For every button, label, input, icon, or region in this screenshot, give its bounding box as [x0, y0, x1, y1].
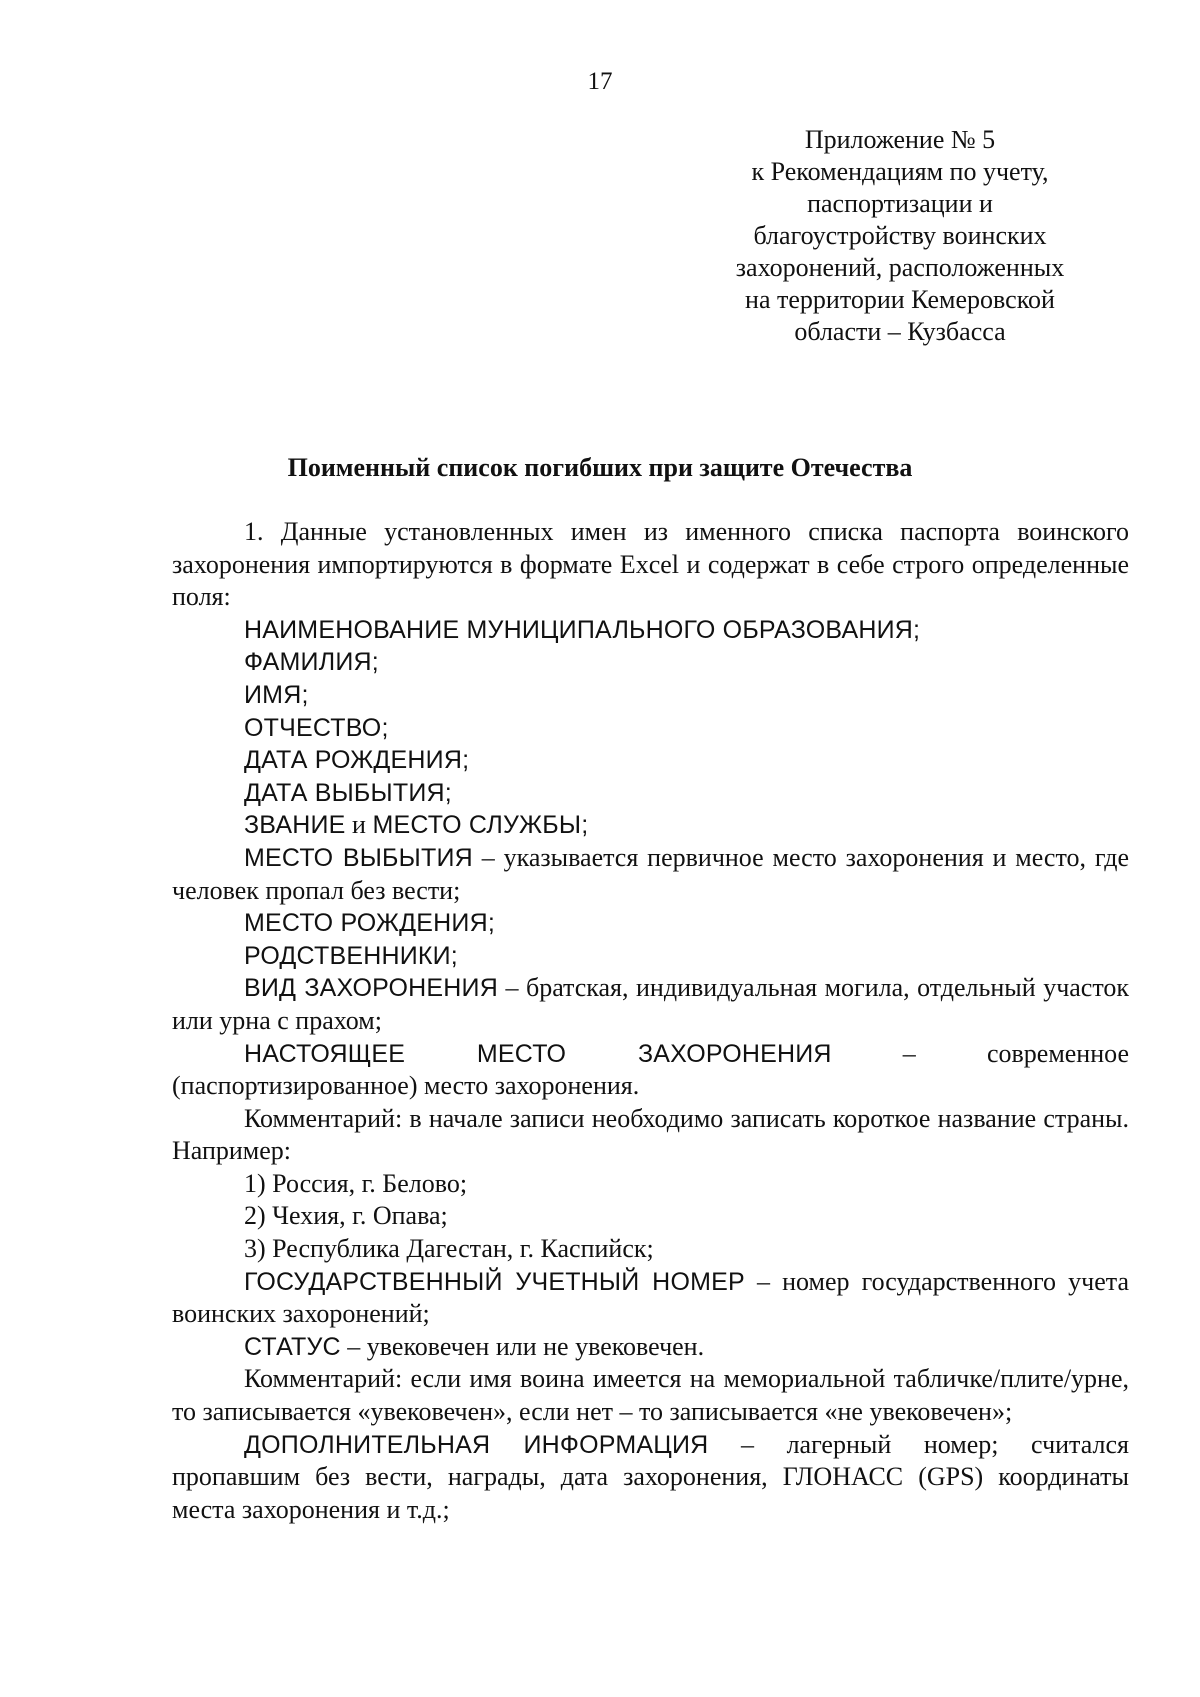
field-departure-place: МЕСТО ВЫБЫТИЯ – указывается первичное место захоронения и место, где человек пропал без вести; [172, 842, 1129, 905]
appendix-line: области – Кузбасса [794, 317, 1006, 346]
field-surname: ФАМИЛИЯ; [244, 648, 379, 677]
field-municipality: НАИМЕНОВАНИЕ МУНИЦИПАЛЬНОГО ОБРАЗОВАНИЯ; [244, 615, 921, 644]
field-departure-date: ДАТА ВЫБЫТИЯ; [244, 778, 452, 807]
example-item: 2) Чехия, г. Опава; [244, 1201, 448, 1231]
field-patronymic: ОТЧЕСТВО; [244, 713, 389, 742]
field-status: СТАТУС – увековечен или не увековечен. [244, 1331, 705, 1361]
field-state-number: ГОСУДАРСТВЕННЫЙ УЧЕТНЫЙ НОМЕР – номер государственного учета воинских захоронений; [172, 1266, 1129, 1329]
appendix-line: Приложение № 5 [804, 125, 996, 154]
field-current-place-cont: (паспортизированное) место захоронения. [172, 1071, 640, 1101]
field-birth-place: МЕСТО РОЖДЕНИЯ; [244, 909, 495, 938]
page-number: 17 [587, 68, 613, 95]
comment-country: Комментарий: в начале записи необходимо записать короткое название страны. Например: [172, 1103, 1129, 1166]
example-item: 1) Россия, г. Белово; [244, 1168, 468, 1198]
appendix-line: на территории Кемеровской [745, 285, 1055, 314]
field-rank-and-service: ЗВАНИЕ и МЕСТО СЛУЖБЫ; [244, 810, 589, 840]
appendix-line: паспортизации и [807, 189, 993, 218]
field-current-place: НАСТОЯЩЕЕ МЕСТО ЗАХОРОНЕНИЯ – современное [244, 1038, 1129, 1068]
field-name: ИМЯ; [244, 680, 309, 709]
document-body [172, 516, 1129, 1526]
example-item: 3) Республика Дагестан, г. Каспийск; [244, 1234, 654, 1264]
field-burial-type: ВИД ЗАХОРОНЕНИЯ – братская, индивидуальная могила, отдельный участок или урна с прахом; [172, 973, 1129, 1035]
field-relatives: РОДСТВЕННИКИ; [244, 941, 458, 970]
intro-paragraph: 1. Данные установленных имен из именного списка паспорта воинского захоронения импортируются в формате Excel и содержат в себе строго определенные поля: [172, 517, 1129, 612]
field-additional-info: ДОПОЛНИТЕЛЬНАЯ ИНФОРМАЦИЯ – лагерный номер; считался пропавшим без вести, награды, дата захоронения, ГЛОНАСС (GPS) координаты места захоронения и т.д.; [172, 1429, 1129, 1524]
appendix-header [710, 124, 1090, 348]
document-title: Поименный список погибших при защите Отечества [287, 453, 913, 482]
appendix-line: захоронений, расположенных [735, 253, 1065, 282]
appendix-line: благоустройству воинских [753, 221, 1047, 250]
comment-status: Комментарий: если имя воина имеется на мемориальной табличке/плите/урне, то записывается «увековечен», если нет – то записывается «не увековечен»; [172, 1364, 1129, 1427]
appendix-line: к Рекомендациям по учету, [751, 157, 1049, 186]
field-birth-date: ДАТА РОЖДЕНИЯ; [244, 746, 470, 775]
